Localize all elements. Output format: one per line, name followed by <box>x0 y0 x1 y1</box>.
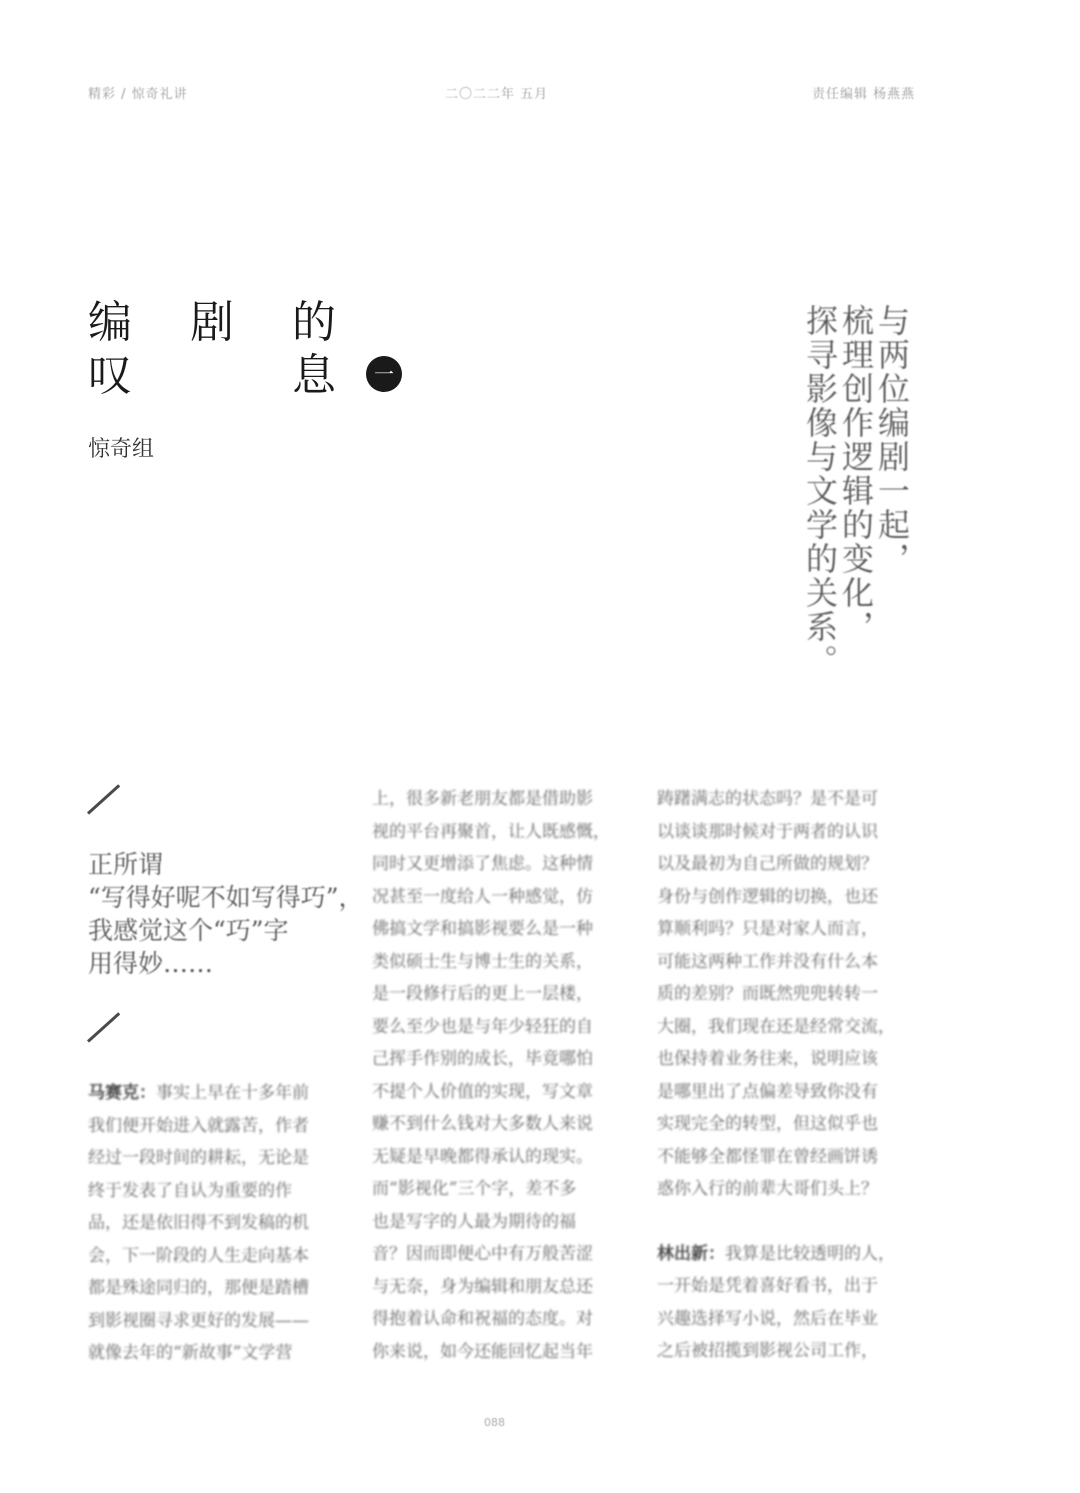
pull-quote-line: “写得好呢不如写得巧”， <box>88 883 364 912</box>
body-line: 上，很多新老朋友都是借助影 <box>372 789 593 809</box>
body-line: 你来说，如今还能回忆起当年 <box>372 1341 593 1362</box>
body-column-3 <box>657 783 907 1368</box>
speaker-name: 林出新： <box>657 1243 725 1264</box>
title-char: 剧 <box>190 297 234 348</box>
body-line: 以谈谈那时候对于两者的认识 <box>657 821 878 842</box>
header-editor: 责任编辑 杨燕燕 <box>812 87 916 102</box>
subtitle-line: 与两位编剧一起， <box>873 304 911 576</box>
body-line: 赚不到什么钱对大多数人来说 <box>372 1114 593 1134</box>
body-line: 无疑是早晚都得承认的现实。 <box>372 1146 593 1167</box>
body-line: 经过一段时间的耕耘，无论是 <box>88 1148 309 1168</box>
body-text: 事实上早在十多年前 <box>156 1083 309 1103</box>
body-line: 到影视圈寻求更好的发展—— <box>88 1310 309 1331</box>
body-line: 就像去年的“新故事”文学营 <box>88 1343 293 1363</box>
body-line: 大圈，我们现在还是经常交流， <box>657 1016 895 1037</box>
body-line: 兴趣选择写小说，然后在毕业 <box>657 1308 878 1329</box>
body-line: 是哪里出了点偏差导致你没有 <box>657 1081 878 1102</box>
body-line: 而“影视化”三个字，差不多 <box>372 1179 577 1199</box>
pull-quote <box>88 848 364 980</box>
body-column-1 <box>88 1077 338 1370</box>
body-line: 况甚至一度给人一种感觉，仿 <box>372 886 593 907</box>
body-line: 品，还是依旧得不到发稿的机 <box>88 1213 309 1233</box>
body-line: 一开始是凭着喜好看书，出于 <box>657 1276 878 1296</box>
body-line: 不能够全都怪罪在曾经画饼诱 <box>657 1146 878 1167</box>
title-char: 的 <box>292 297 336 348</box>
title-char: 编 <box>88 297 132 348</box>
body-line: 都是殊途同归的，那便是踏槽 <box>88 1278 309 1298</box>
body-line: 类似硕士生与博士生的关系， <box>372 951 593 972</box>
body-line: 不提个人价值的实现，写文章 <box>372 1081 593 1102</box>
body-line: 算顺利吗？只是对家人而言， <box>657 919 878 939</box>
pull-quote-line: 我感觉这个“巧”字 <box>88 916 289 945</box>
title-char: 息 <box>292 350 336 401</box>
header-issue-date: 二〇二二年 五月 <box>445 87 549 102</box>
body-line: 与无奈，身为编辑和朋友总还 <box>372 1276 593 1297</box>
page-number: 088 <box>484 1416 505 1429</box>
pull-quote-line: 用得妙…… <box>88 949 214 978</box>
body-line <box>657 1238 907 1271</box>
title-char: 叹 <box>88 350 132 401</box>
slash-divider <box>87 1012 120 1042</box>
part-number-badge: 一 <box>366 356 402 392</box>
body-line: 身份与创作逻辑的切换，也还 <box>657 886 878 907</box>
body-line: 要么至少也是与年少轻狂的自 <box>372 1016 593 1037</box>
body-line: 也是写字的人最为期待的福 <box>372 1211 576 1232</box>
pull-quote-line: 正所谓 <box>88 850 164 879</box>
slash-divider <box>87 784 120 814</box>
subtitle-line: 探寻影像与文学的关系。 <box>801 304 839 678</box>
body-line: 音？因而即便心中有万般苦涩 <box>372 1244 593 1264</box>
body-line: 惑你入行的前辈大哥们头上？ <box>657 1179 878 1199</box>
body-line: 可能这两种工作并没有什么本 <box>657 951 878 972</box>
body-line: 己挥手作别的成长，毕竟哪怕 <box>372 1049 593 1069</box>
body-column-2 <box>372 783 622 1368</box>
header-section-label: 精彩 / 惊奇礼讲 <box>88 87 188 102</box>
body-line: 会，下一阶段的人生走向基本 <box>88 1245 309 1266</box>
body-line: 视的平台再聚首，让人既感慨， <box>372 821 610 842</box>
body-line: 同时又更增添了焦虑。这种情 <box>372 854 593 874</box>
body-line: 实现完全的转型，但这似乎也 <box>657 1114 878 1134</box>
body-line: 之后被招揽到影视公司工作， <box>657 1341 878 1361</box>
body-line: 质的差别？而既然兜兜转转一 <box>657 984 878 1004</box>
body-line: 终于发表了自认为重要的作 <box>88 1180 292 1201</box>
author-name: 惊奇组 <box>88 437 155 462</box>
speaker-name: 马赛克： <box>88 1083 156 1103</box>
body-line: 踌躇满志的状态吗？是不是可 <box>657 789 878 809</box>
paragraph-gap <box>657 1206 907 1238</box>
body-line: 是一段修行后的更上一层楼， <box>372 984 593 1004</box>
body-line: 也保持着业务往来，说明应该 <box>657 1049 878 1069</box>
body-line <box>88 1077 338 1110</box>
subtitle-line: 梳理创作逻辑的变化， <box>837 304 875 644</box>
body-line: 佛搞文学和搞影视要么是一种 <box>372 919 593 939</box>
body-line: 以及最初为自己所做的规划？ <box>657 854 878 874</box>
body-line: 得抱着认命和祝福的态度。对 <box>372 1309 593 1329</box>
body-line: 我们便开始进入就露苦，作者 <box>88 1115 309 1136</box>
body-text: 我算是比较透明的人， <box>725 1243 895 1264</box>
